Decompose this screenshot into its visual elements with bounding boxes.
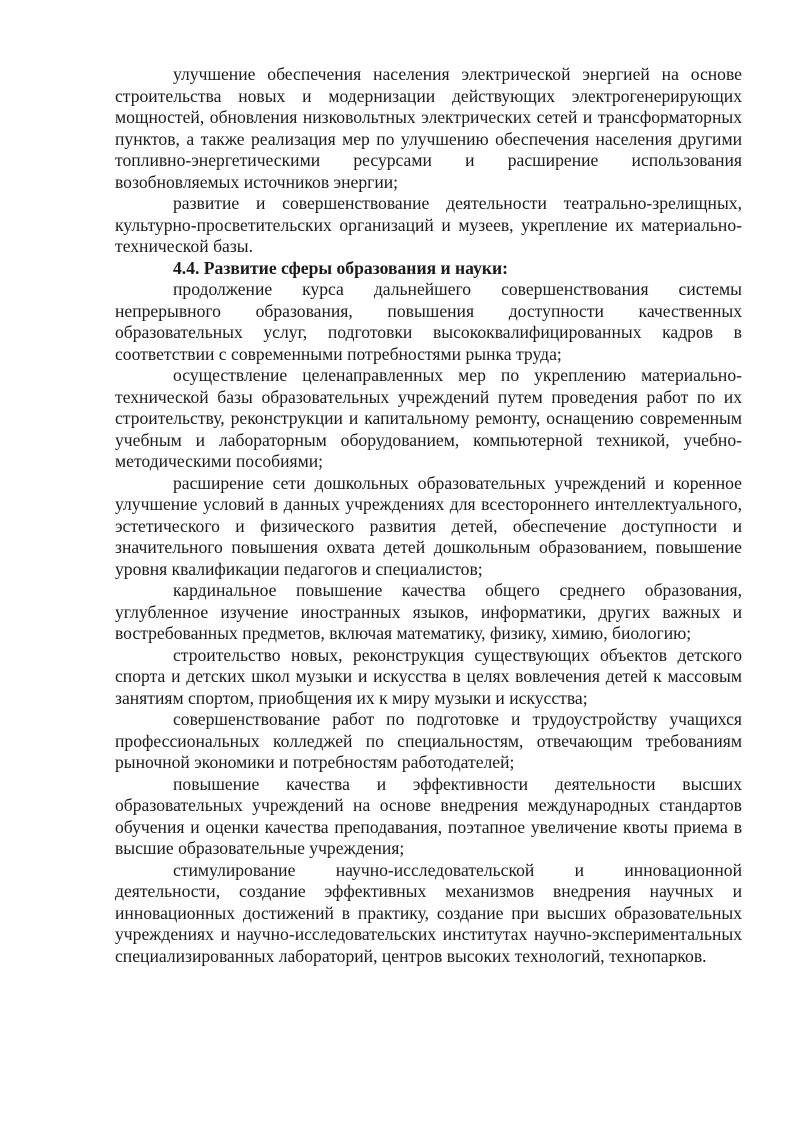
paragraph-higher-education: повышение качества и эффективности деятельности высших образовательных учреждений на основе внедрения международных стандартов обучения и оценки качества преподавания, поэтапное увеличение квоты приема в высшие образовательные учреждения; xyxy=(115,773,742,858)
paragraph-electricity: улучшение обеспечения населения электрической энергией на основе строительства новых и модернизации действующих электрогенерирующих мощностей, обновления низковольтных электрических сетей и трансформаторных пунктов, а также реализация мер по улучшению обеспечения населения другими топливно-энергетическими ресурсами и расширение использования возобновляемых источников энергии; xyxy=(115,64,742,192)
paragraph-preschool: расширение сети дошкольных образовательных учреждений и коренное улучшение условий в данных учреждениях для всестороннего интеллектуального, эстетического и физического развития детей, обеспечение доступности и значительного повышения охвата детей дошкольным образованием, повышение уровня квалификации педагогов и специалистов; xyxy=(115,472,742,579)
document-page xyxy=(115,64,742,967)
paragraph-sports-music: строительство новых, реконструкция существующих объектов детского спорта и детских школ музыки и искусства в целях вовлечения детей к массовым занятиям спортом, приобщения их к миру музыки и искусства; xyxy=(115,644,742,708)
paragraph-research: стимулирование научно-исследовательской и инновационной деятельности, создание эффективных механизмов внедрения научных и инновационных достижений в практику, создание при высших образовательных учреждениях и научно-исследовательских институтах научно-экспериментальных специализированных лабораторий, центров высоких технологий, технопарков. xyxy=(115,859,742,966)
paragraph-secondary-education: кардинальное повышение качества общего среднего образования, углубленное изучение иностранных языков, информатики, других важных и востребованных предметов, включая математику, физику, химию, биологию; xyxy=(115,580,742,643)
paragraph-continuous-education: продолжение курса дальнейшего совершенствования системы непрерывного образования, повышения доступности качественных образовательных услуг, подготовки высококвалифицированных кадров в соответствии с современными потребностями рынка труда; xyxy=(115,279,742,364)
paragraph-culture: развитие и совершенствование деятельности театрально-зрелищных, культурно-просветительских организаций и музеев, укрепление их материально-технической базы. xyxy=(115,193,742,256)
paragraph-material-base: осуществление целенаправленных мер по укреплению материально-технической базы образовательных учреждений путем проведения работ по их строительству, реконструкции и капитальному ремонту, оснащению современным учебным и лабораторным оборудованием, компьютерной техникой, учебно-методическими пособиями; xyxy=(115,365,742,471)
section-heading: 4.4. Развитие сферы образования и науки: xyxy=(173,257,509,278)
paragraph-colleges: совершенствование работ по подготовке и трудоустройству учащихся профессиональных колледжей по специальностям, отвечающим требованиям рыночной экономики и потребностям работодателей; xyxy=(115,709,742,772)
